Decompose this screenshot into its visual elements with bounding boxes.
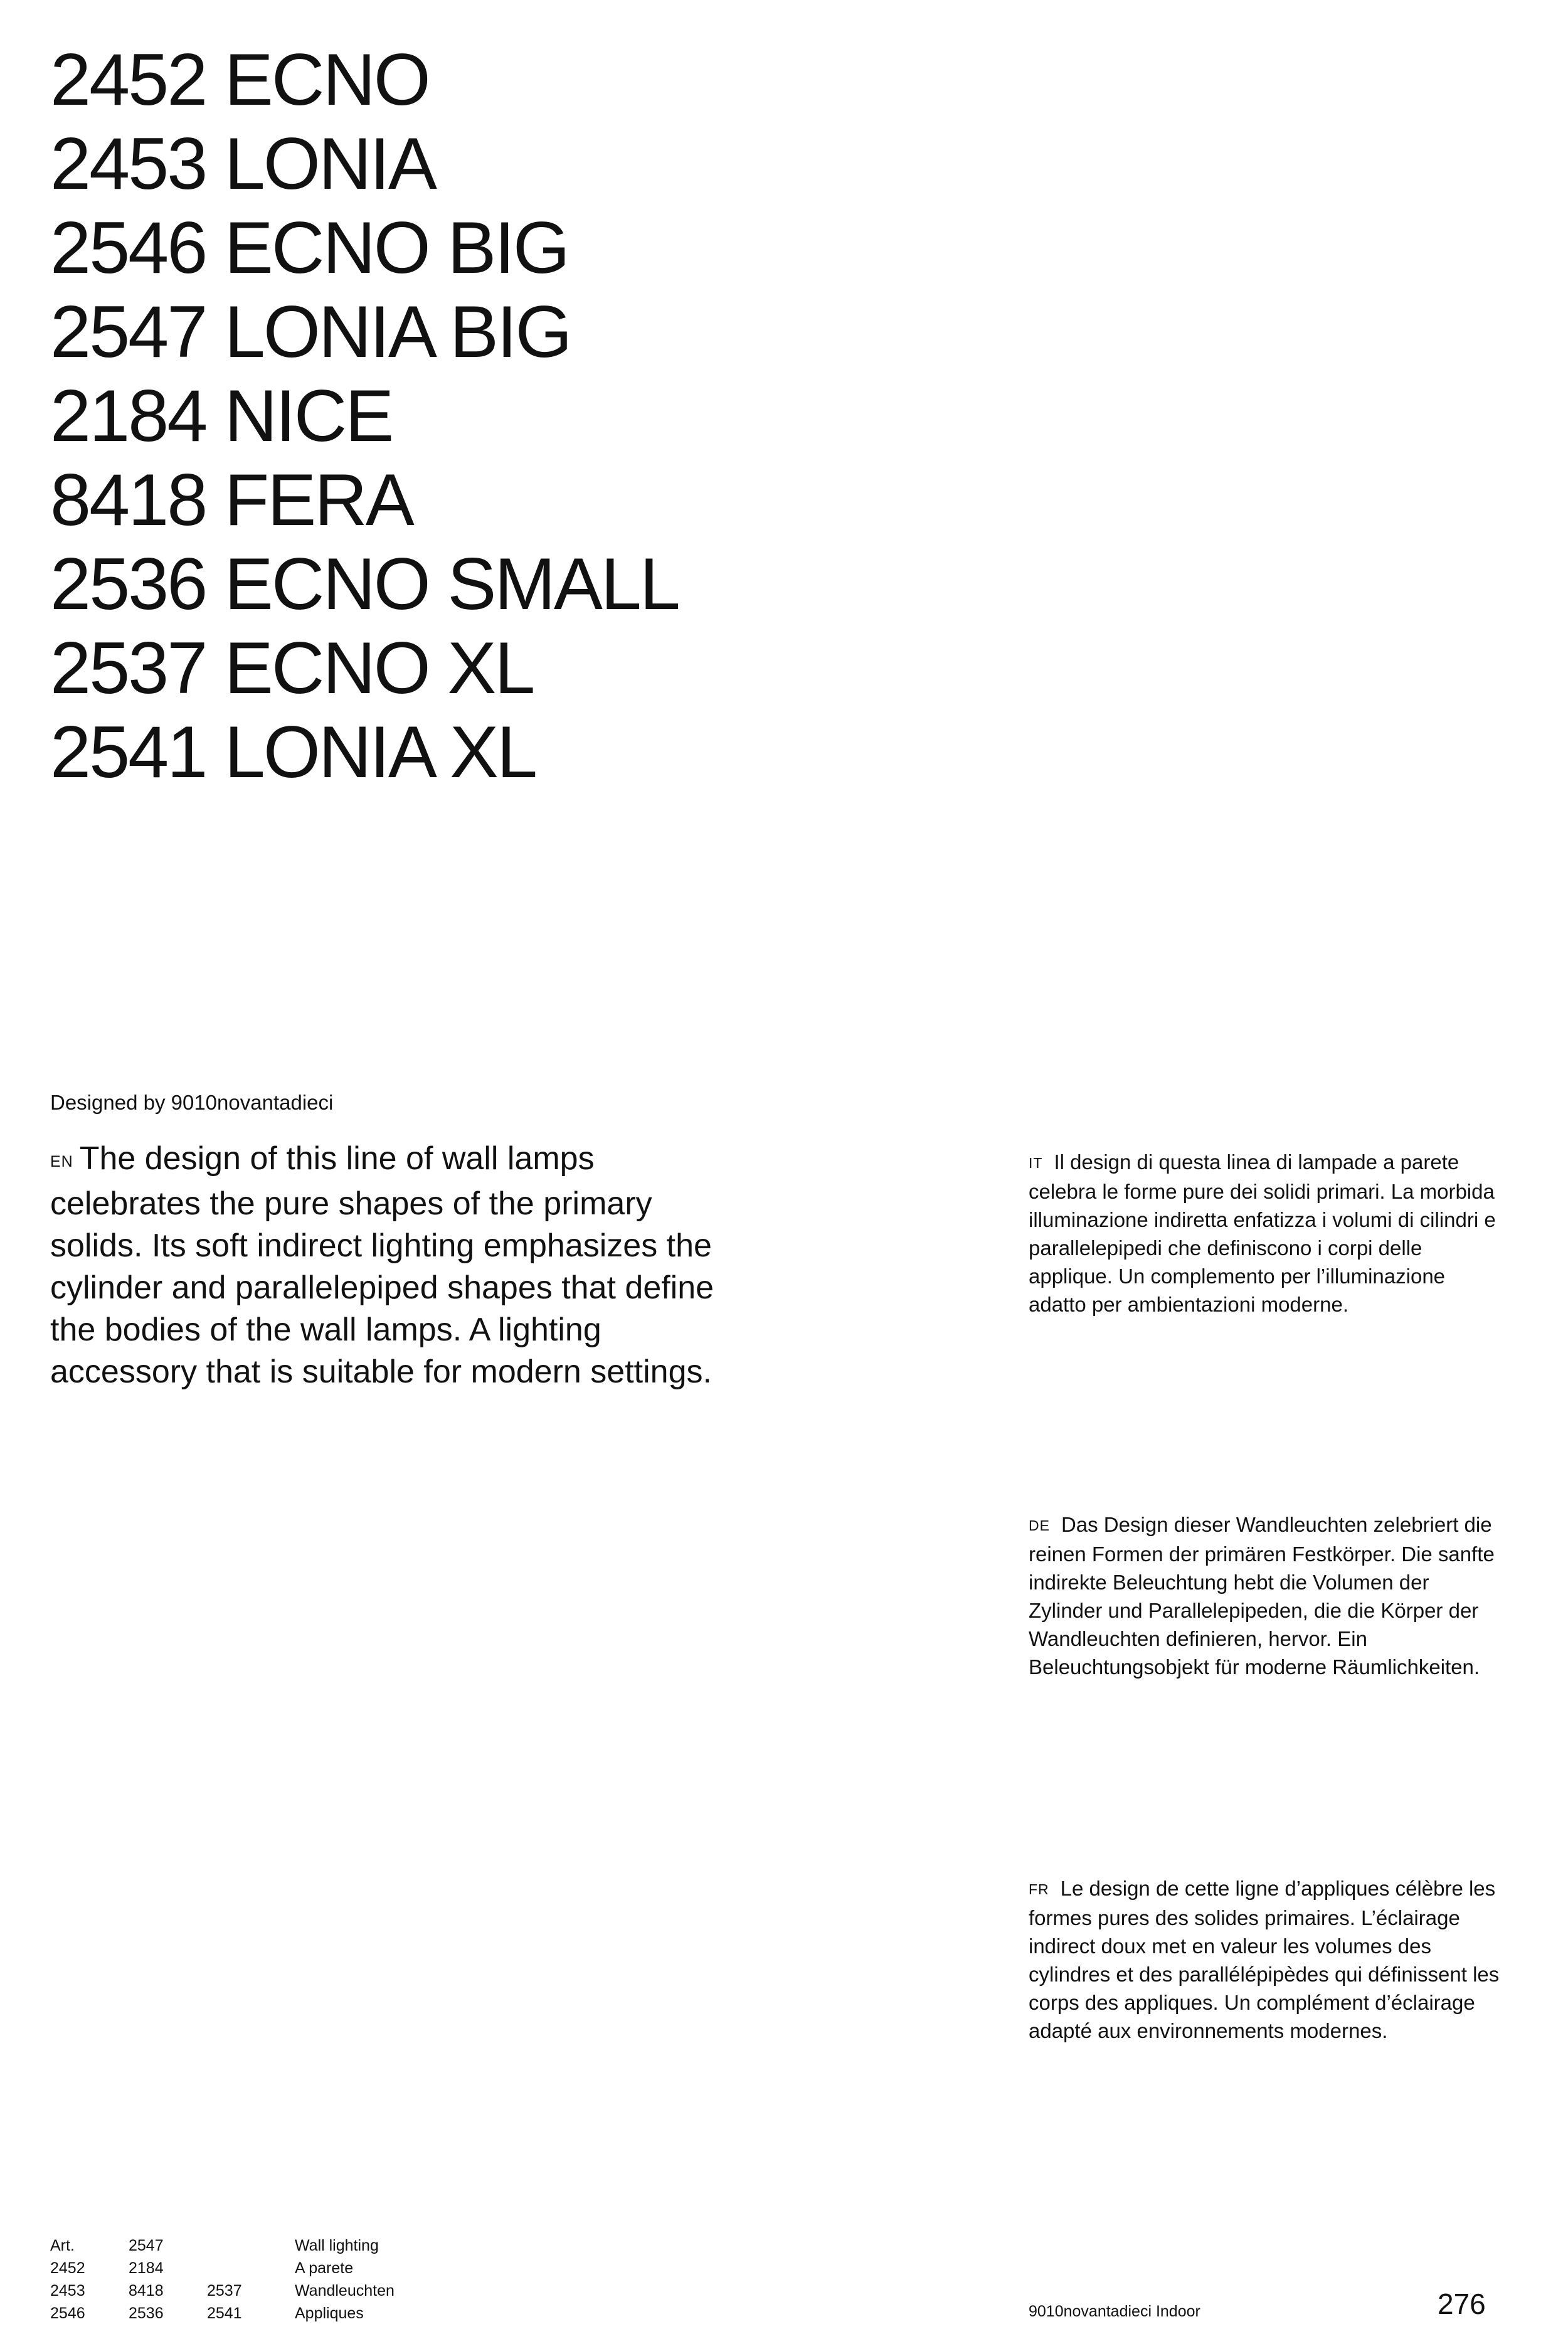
footer-brand: 9010novantadieci Indoor — [1029, 2303, 1200, 2320]
table-cell: Wandleuchten — [295, 2282, 395, 2300]
product-title: 2452 ECNO — [50, 38, 429, 120]
table-row — [50, 2279, 395, 2302]
description-fr — [1029, 1874, 1505, 2045]
description-it-text: Il design di questa linea di lampade a parete celebra le forme pure dei solidi primari. La morbida illuminazione indiretta enfatizza i volumi di cilindri e parallelepipedi che definiscono i corpi delle applique. Un complemento per l’illuminazione adatto per ambientazioni moderne. — [1029, 1150, 1496, 1316]
table-cell: 8418 — [129, 2282, 164, 2300]
table-cell: 2537 — [207, 2282, 242, 2300]
description-it — [1029, 1148, 1505, 1318]
product-title: 2541 LONIA XL — [50, 711, 536, 793]
table-cell: 2184 — [129, 2259, 164, 2277]
product-title: 2547 LONIA BIG — [50, 290, 571, 373]
table-cell: 2452 — [50, 2259, 85, 2277]
designer-credit: Designed by 9010novantadieci — [50, 1091, 334, 1114]
table-cell: Wall lighting — [295, 2237, 379, 2254]
product-title: 2453 LONIA — [50, 122, 435, 204]
table-row — [50, 2302, 395, 2325]
language-code-de: DE — [1029, 1517, 1050, 1534]
table-cell: 2547 — [129, 2237, 164, 2254]
table-row — [50, 2234, 395, 2257]
table-cell: 2453 — [50, 2282, 85, 2300]
description-fr-text: Le design de cette ligne d’appliques célèbre les formes pures des solides primaires. L’éclairage indirect doux met en valeur les volumes des cylindres et des parallélépipèdes qui définissent les corps des appliques. Un complément d’éclairage adapté aux environnements modernes. — [1029, 1877, 1500, 2042]
table-cell: 2536 — [129, 2305, 164, 2322]
description-de-text: Das Design dieser Wandleuchten zelebriert die reinen Formen der primären Festkörper. Die sanfte indirekte Beleuchtung hebt die Volumen der Zylinder und Parallelepipeden, die die Körper der Wandleuchten definieren, hervor. Ein Beleuchtungsobjekt für moderne Räumlichkeiten. — [1029, 1513, 1495, 1679]
table-cell — [207, 2234, 295, 2257]
product-title: 8418 FERA — [50, 459, 413, 541]
language-code-it: IT — [1029, 1155, 1043, 1171]
table-row — [50, 2257, 395, 2279]
table-cell: Art. — [50, 2237, 75, 2254]
description-en — [50, 1138, 715, 1393]
table-cell — [207, 2257, 295, 2279]
article-table — [50, 2234, 395, 2325]
table-cell: A parete — [295, 2259, 354, 2277]
product-title-list — [50, 38, 679, 794]
language-code-fr: FR — [1029, 1881, 1049, 1897]
table-cell: 2546 — [50, 2305, 85, 2322]
product-title: 2184 NICE — [50, 374, 393, 457]
description-en-text: The design of this line of wall lamps celebrates the pure shapes of the primary solids. Its soft indirect lighting emphasizes the cylinder and parallelepiped shapes that define the bodies of the wall lamps. A lighting accessory that is suitable for modern settings. — [50, 1140, 714, 1390]
table-cell: 2541 — [207, 2305, 242, 2322]
page-number: 276 — [1438, 2288, 1486, 2320]
product-title: 2537 ECNO XL — [50, 627, 534, 709]
description-de — [1029, 1510, 1505, 1681]
product-title: 2536 ECNO SMALL — [50, 543, 679, 625]
language-code-en: EN — [50, 1153, 73, 1170]
table-cell: Appliques — [295, 2305, 364, 2322]
product-title: 2546 ECNO BIG — [50, 206, 568, 289]
